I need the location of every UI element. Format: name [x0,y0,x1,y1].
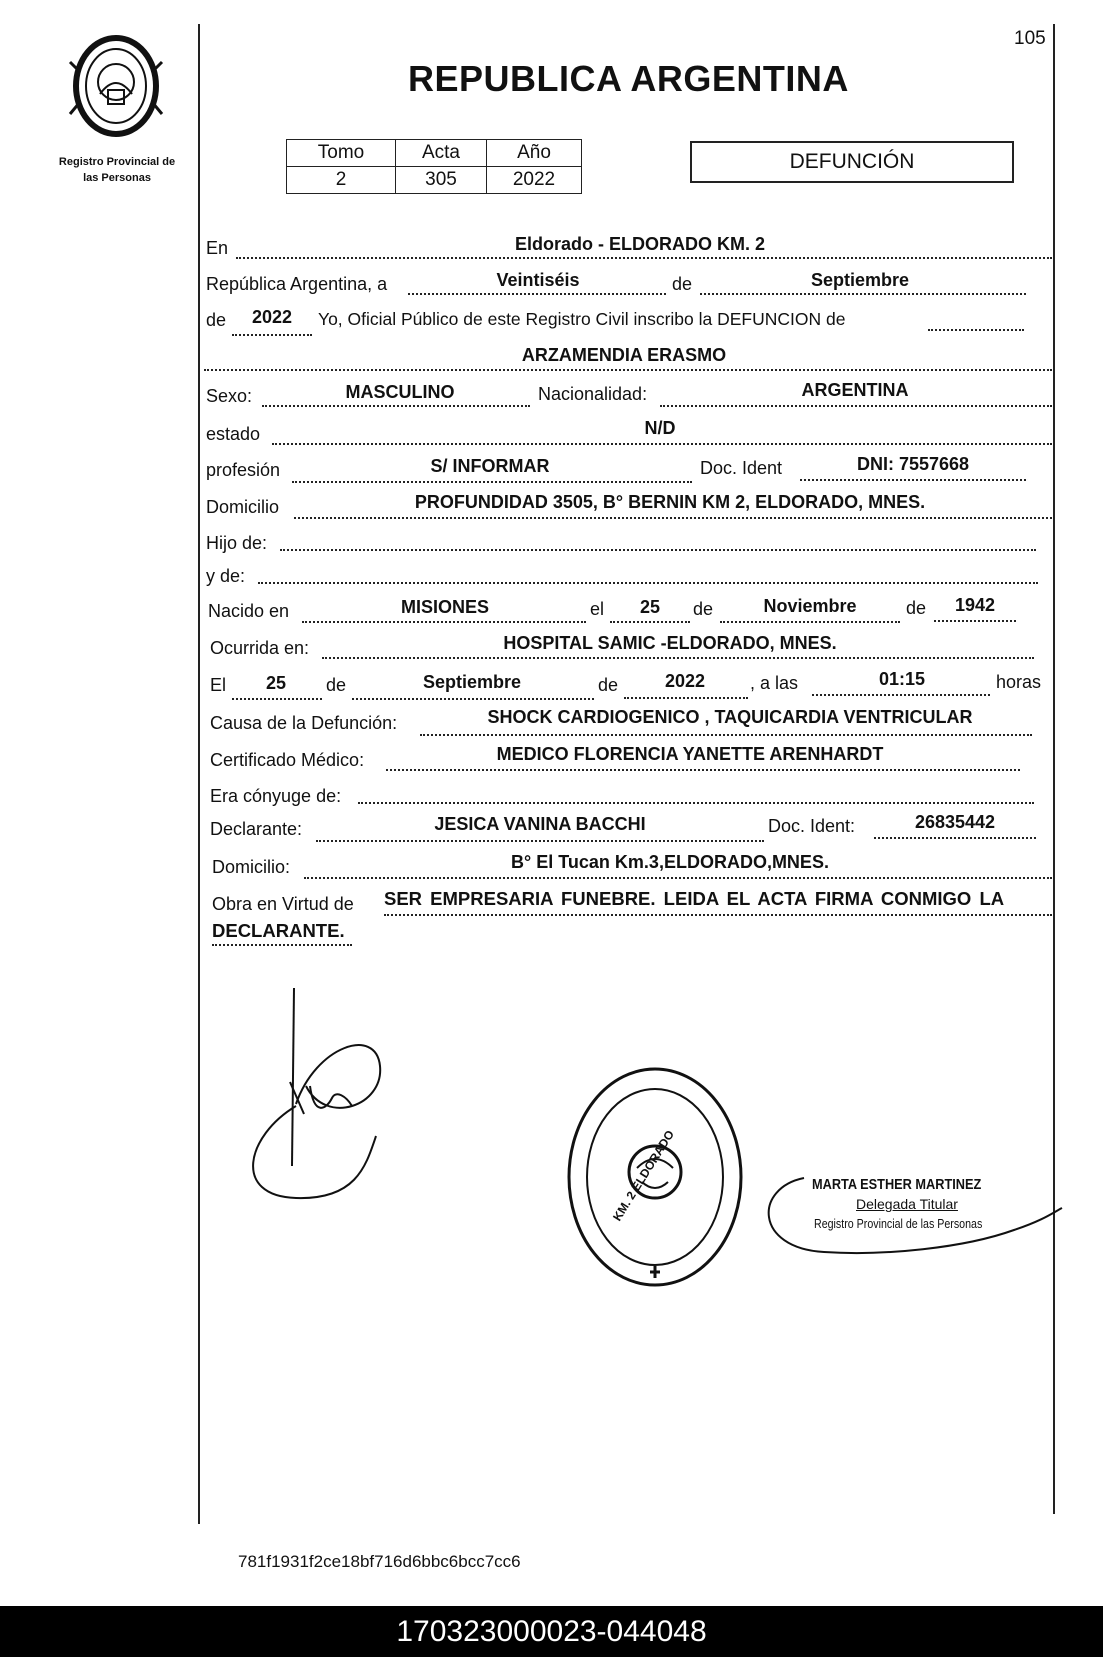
hijo-dots [280,549,1036,551]
el-label: el [590,599,605,619]
horas-label: horas [996,672,1042,692]
meta-value-anio: 2022 [487,167,582,194]
official-role: Delegada Titular [856,1196,958,1212]
declarante-value: JESICA VANINA BACCHI [434,814,646,834]
death-time-dots [812,694,990,696]
republica-label: República Argentina, a [206,274,388,294]
delegation-stamp-inner-text: KM. 2 ELDORADO [610,1127,677,1224]
decl-domicilio-dots [304,877,1052,879]
year-value: 2022 [251,307,293,327]
oficial-text: Yo, Oficial Público de este Registro Civil inscribo la DEFUNCION de [318,309,846,329]
deceased-name: ARZAMENDIA ERASMO [521,345,727,365]
obra-value-line1: SER EMPRESARIA FUNEBRE. LEIDA EL ACTA FIRMA CONMIGO LA [384,888,1005,909]
meta-value-acta: 305 [396,167,487,194]
declarante-label: Declarante: [210,819,303,839]
official-org: Registro Provincial de las Personas [814,1216,983,1231]
nacido-value: MISIONES [400,597,489,617]
causa-dots [420,734,1032,736]
birth-day-dots [610,621,690,623]
domicilio-value: PROFUNDIDAD 3505, B° BERNIN KM 2, ELDORADO, MNES. [414,492,926,512]
day-dots [408,293,666,295]
en-value: Eldorado - ELDORADO KM. 2 [514,234,765,254]
year-dots [232,334,312,336]
official-stamp [764,1168,1064,1260]
death-year: 2022 [664,671,706,691]
domicilio-dots [294,517,1052,519]
estado-dots [272,443,1052,445]
official-name: MARTA ESTHER MARTINEZ [812,1176,982,1193]
birth-month-dots [720,621,900,623]
day-words: Veintiséis [496,270,580,290]
y-de-dots [258,582,1038,584]
birth-de1-label: de [693,599,714,619]
nacionalidad-dots [660,405,1052,407]
domicilio-label: Domicilio [206,497,280,517]
en-dots [236,257,1052,259]
death-month-dots [352,698,594,700]
obra-dots-line1 [384,914,1052,916]
meta-table [286,139,582,194]
certificado-value: MEDICO FLORENCIA YANETTE ARENHARDT [496,744,884,764]
right-margin-line [1053,24,1055,1514]
en-label: En [206,238,229,258]
obra-dots-line2 [212,944,352,946]
death-year-dots [624,697,748,699]
y-de-label: y de: [206,566,246,586]
oficial-dots [928,329,1024,331]
profesion-value: S/ INFORMAR [430,456,550,476]
ocurrida-label: Ocurrida en: [210,638,310,658]
hijo-label: Hijo de: [206,533,268,553]
decl-doc-label: Doc. Ident: [768,816,856,836]
a-las-label: , a las [750,673,799,693]
decl-domicilio-label: Domicilio: [212,857,291,877]
decl-doc-dots [874,837,1036,839]
left-margin-line [198,24,200,1524]
nacido-dots [302,621,586,623]
declarante-dots [316,840,764,842]
registry-label-line2: las Personas [83,172,151,184]
nacionalidad-label: Nacionalidad: [538,384,648,404]
profesion-label: profesión [206,460,281,480]
decl-domicilio-value: B° El Tucan Km.3,ELDORADO,MNES. [511,852,829,872]
province-seal-logo [66,32,166,142]
causa-value: SHOCK CARDIOGENICO , TAQUICARDIA VENTRICULAR [487,707,973,727]
conyuge-dots [358,802,1034,804]
declarant-signature [236,986,396,1206]
birth-month: Noviembre [763,596,857,616]
death-day: 25 [265,673,287,693]
meta-header-anio: Año [487,140,582,167]
page-title: REPUBLICA ARGENTINA [408,58,849,99]
birth-year-dots [934,620,1016,622]
causa-label: Causa de la Defunción: [210,713,398,733]
ocurrida-value: HOSPITAL SAMIC -ELDORADO, MNES. [503,633,837,653]
birth-year: 1942 [954,595,996,615]
birth-day: 25 [639,597,661,617]
deceased-dots [204,369,1052,371]
de-label: de [672,274,693,294]
nacido-label: Nacido en [208,601,290,621]
obra-label: Obra en Virtud de [212,894,354,914]
year-de-label: de [206,310,227,330]
death-month: Septiembre [422,672,522,692]
sexo-value: MASCULINO [345,382,455,402]
death-time: 01:15 [878,669,926,689]
hash-code: 781f1931f2ce18bf716d6bbc6bcc7cc6 [238,1552,521,1571]
page-number: 105 [1014,28,1046,49]
doc-ident-label: Doc. Ident [700,458,783,478]
registry-label-line1: Registro Provincial de [58,156,176,168]
ocurrida-dots [322,657,1034,659]
month-value: Septiembre [810,270,910,290]
doc-ident-value: DNI: 7557668 [856,454,970,474]
death-de1-label: de [326,675,347,695]
obra-value-line2: DECLARANTE. [212,920,345,941]
doc-ident-dots [800,479,1026,481]
meta-value-tomo: 2 [287,167,396,194]
sexo-label: Sexo: [206,386,253,406]
footer-code: 170323000023-044048 [396,1614,707,1648]
estado-value: N/D [644,418,676,438]
decl-doc-value: 26835442 [914,812,996,832]
document-type-box: DEFUNCIÓN [690,141,1014,183]
delegation-round-stamp [562,1064,748,1290]
birth-de2-label: de [906,598,927,618]
sexo-dots [262,405,530,407]
footer-code-bar [0,1606,1103,1657]
estado-label: estado [206,424,261,444]
conyuge-label: Era cónyuge de: [210,786,342,806]
certificado-dots [386,769,1020,771]
profesion-dots [292,481,692,483]
nacionalidad-value: ARGENTINA [801,380,909,400]
death-day-dots [232,698,322,700]
death-de2-label: de [598,675,619,695]
meta-header-tomo: Tomo [287,140,396,167]
month-dots [700,293,1026,295]
meta-header-acta: Acta [396,140,487,167]
certificado-label: Certificado Médico: [210,750,365,770]
death-el-label: El [210,675,227,695]
